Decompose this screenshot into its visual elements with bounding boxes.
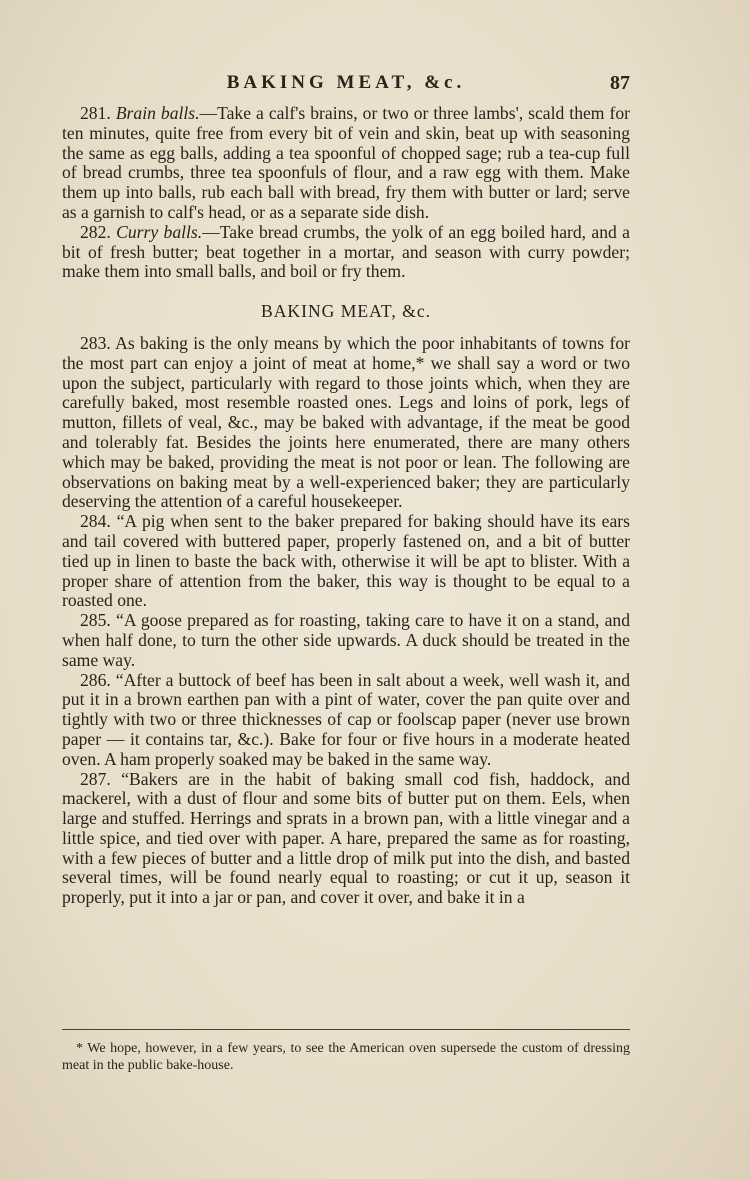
recipe-text: “After a buttock of beef has been in salt about a week, well wash it, and put it in a brown earthen pan with a pint of water, cover the pan quite over and tightly with two or three thicknesses of cap or foolscap paper (never use brown paper — it contains tar, &c.). Bake for four or five hours in a moderate heated oven. A ham properly soaked may be baked in the same way.: [62, 669, 631, 769]
recipe-paragraph: [62, 223, 630, 282]
recipe-text: “A pig when sent to the baker prepared for baking should have its ears and tail covered with buttered paper, properly fastened on, and a bit of butter tied up in linen to baste the back with, otherwise it will be apt to blister. With a proper share of attention from the baker, this way is thought to be equal to a roasted one.: [62, 511, 630, 611]
recipe-text: —Take a calf's brains, or two or three lambs', scald them for ten minutes, quite free from every bit of vein and skin, beat up with seasoning the same as egg balls, adding a tea spoonful of chopped sage; rub a tea-cup full of bread crumbs, three tea spoonfuls of flour, and a raw egg with them. Make them up into balls, rub each ball with bread, fry them with butter or lard; serve as a garnish to calf's head, or as a separate side dish.: [62, 103, 631, 222]
recipe-number: 284.: [80, 511, 111, 532]
page-number: 87: [610, 72, 630, 94]
body-text: [62, 104, 630, 908]
recipe-number: 287.: [80, 768, 111, 789]
running-title: BAKING MEAT, &c.: [226, 72, 466, 93]
recipe-number: 286.: [80, 669, 111, 690]
recipe-number: 281.: [80, 103, 111, 123]
recipe-paragraph: [62, 671, 630, 770]
recipe-title: Brain balls.: [115, 103, 200, 123]
recipe-text: —Take bread crumbs, the yolk of an egg boiled hard, and a bit of fresh butter; beat together in a mortar, and season with curry powder; make them into small balls, and boil or fry them.: [62, 221, 630, 282]
page-header: [62, 72, 630, 98]
recipe-text: “Bakers are in the habit of baking small cod fish, haddock, and mackerel, with a dust of flour and some bits of butter put on them. Eels, when large and stuffed. Herrings and sprats in a brown pan, with a little vinegar and a little spice, and tied over with paper. A hare, prepared the same as for roasting, with a few pieces of butter and a little drop of milk put into the dish, and basted several times, will be found nearly equal to roasting; or cut it up, season it properly, put it into a jar or pan, and cover it over, and bake it in a: [62, 768, 630, 908]
recipe-text: As baking is the only means by which the poor inhabitants of towns for the most part can enjoy a joint of meat at home,* we shall say a word or two upon the subject, particularly with regard to those joints which, when they are carefully baked, most resemble roasted ones. Legs and loins of pork, legs of mutton, fillets of veal, &c., may be baked with advantage, if the meat be good and tolerably fat. Besides the joints here enumerated, there are many others which may be baked, providing the meat is not poor or lean. The following are observations on baking meat by a well-experienced baker; they are particularly deserving the attention of a careful housekeeper.: [62, 332, 630, 512]
section-heading: BAKING MEAT, &c.: [260, 301, 432, 322]
footnote-divider: [62, 1029, 630, 1030]
recipe-number: 282.: [80, 221, 111, 242]
recipe-title: Curry balls.: [116, 221, 203, 242]
recipe-paragraph: [62, 611, 630, 670]
recipe-text: “A goose prepared as for roasting, taking care to have it on a stand, and when half done, to turn the other side upwards. A duck should be treated in the same way.: [62, 610, 631, 670]
recipe-number: 285.: [80, 610, 111, 631]
recipe-number: 283.: [80, 332, 111, 353]
footnote: * We hope, however, in a few years, to see the American oven supersede the custom of dressing meat in the public bake-house.: [62, 1041, 630, 1073]
recipe-paragraph: [62, 770, 630, 909]
recipe-paragraph: [62, 512, 630, 611]
recipe-paragraph: [62, 104, 630, 223]
recipe-paragraph: [62, 334, 630, 512]
